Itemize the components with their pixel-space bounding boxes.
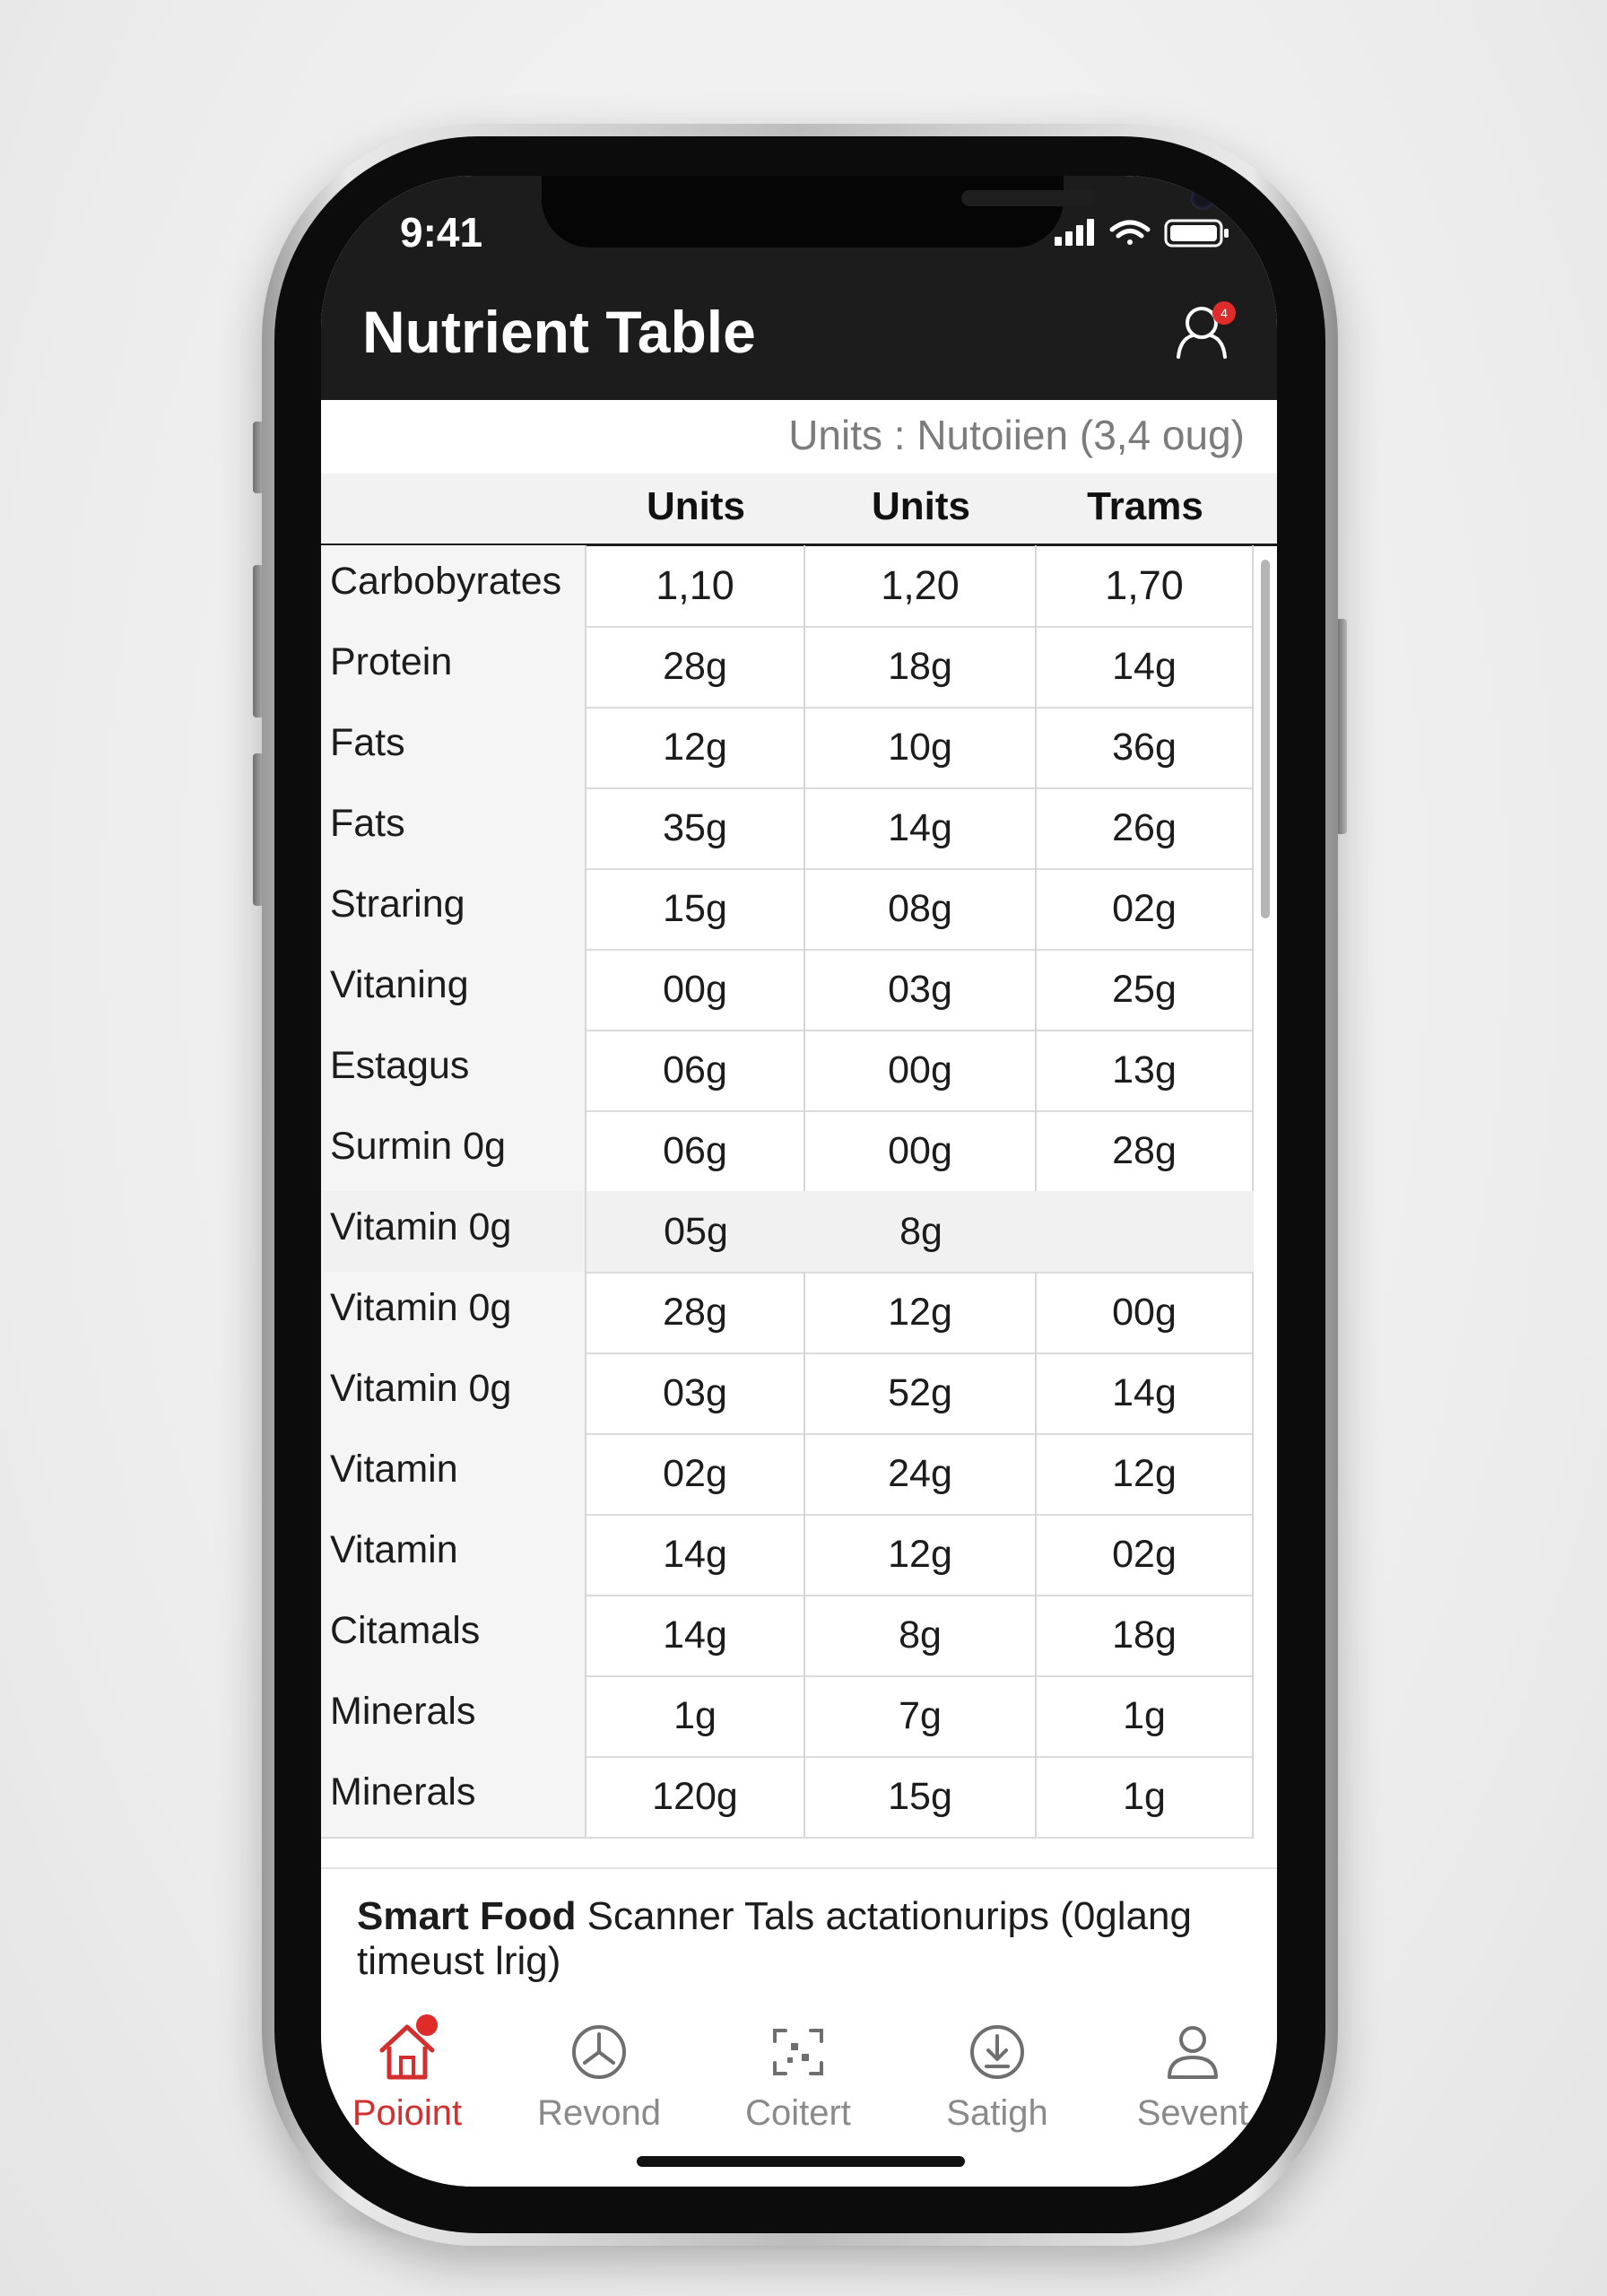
value-col-2: 18g <box>805 626 1037 707</box>
value-col-1: 02g <box>586 1433 805 1514</box>
scrollbar-thumb[interactable] <box>1261 560 1270 918</box>
notification-badge: 4 <box>1212 301 1236 325</box>
value-col-3: 12g <box>1037 1433 1254 1514</box>
table-row[interactable] <box>321 1433 1254 1516</box>
table-row[interactable] <box>321 1352 1254 1435</box>
table-row[interactable] <box>321 545 1254 628</box>
value-col-2: 12g <box>805 1514 1037 1595</box>
value-col-3 <box>1037 1191 1254 1272</box>
value-col-3: 02g <box>1037 1514 1254 1595</box>
value-col-1: 1,10 <box>586 545 805 626</box>
value-col-1: 05g <box>664 1210 728 1253</box>
table-row[interactable] <box>321 1595 1254 1677</box>
speaker-grille <box>961 190 1096 206</box>
scanner-note-text <box>357 1894 1245 1984</box>
app-header <box>321 176 1277 400</box>
scanner-note-title: Smart Food <box>357 1894 577 1938</box>
nutrient-name: Straring <box>321 868 586 949</box>
nutrient-name: Carbobyrates <box>321 545 586 626</box>
table-row[interactable] <box>321 707 1254 789</box>
value-col-3: 1,70 <box>1037 545 1254 626</box>
nutrient-name: Vitamin 0g <box>321 1191 586 1272</box>
value-col-2: 15g <box>805 1756 1037 1837</box>
table-row[interactable] <box>321 787 1254 870</box>
value-col-3: 25g <box>1037 949 1254 1030</box>
nutrient-name: Fats <box>321 787 586 868</box>
value-col-3: 28g <box>1037 1110 1254 1191</box>
status-icons <box>1055 213 1234 249</box>
nutrient-name: Vitaning <box>321 949 586 1030</box>
value-col-3: 00g <box>1037 1272 1254 1352</box>
value-col-1: 14g <box>586 1514 805 1595</box>
value-col-2: 7g <box>805 1675 1037 1756</box>
value-col-3: 36g <box>1037 707 1254 787</box>
value-col-2: 12g <box>805 1272 1037 1352</box>
camera-icon <box>1191 187 1214 210</box>
value-col-2: 03g <box>805 949 1037 1030</box>
value-col-1: 120g <box>586 1756 805 1837</box>
nutrient-name: Minerals <box>321 1675 586 1756</box>
nutrient-name: Estagus <box>321 1030 586 1110</box>
nutrient-name: Surmin 0g <box>321 1110 586 1191</box>
table-row[interactable] <box>321 1272 1254 1354</box>
value-col-2: 14g <box>805 787 1037 868</box>
table-row[interactable] <box>321 1514 1254 1596</box>
signal-icon <box>1055 219 1094 246</box>
value-col-1: 15g <box>586 868 805 949</box>
value-col-1: 06g <box>586 1110 805 1191</box>
value-col-2: 10g <box>805 707 1037 787</box>
home-indicator[interactable] <box>637 2156 965 2167</box>
nutrient-name: Minerals <box>321 1756 586 1837</box>
scanner-note <box>321 1867 1277 2005</box>
table-row-highlighted[interactable] <box>321 1191 1254 1274</box>
wifi-icon <box>1112 222 1148 245</box>
value-col-2: 52g <box>805 1352 1037 1433</box>
value-col-1: 35g <box>586 787 805 868</box>
value-col-3: 13g <box>1037 1030 1254 1110</box>
app-screen <box>321 176 1277 2187</box>
tab-label: Poioint <box>352 2093 463 2133</box>
tab-coitert[interactable] <box>708 2014 888 2134</box>
battery-icon <box>1166 221 1229 246</box>
value-col-1: 06g <box>586 1030 805 1110</box>
table-row[interactable] <box>321 626 1254 709</box>
value-col-2: 08g <box>805 868 1037 949</box>
user-icon <box>1155 2014 1230 2090</box>
compass-icon <box>561 2014 637 2090</box>
tab-notification-dot <box>416 2014 438 2036</box>
nutrient-name: Citamals <box>321 1595 586 1675</box>
table-row[interactable] <box>321 949 1254 1031</box>
page-title: Nutrient Table <box>362 299 756 365</box>
table-header <box>321 474 1277 546</box>
value-col-3: 02g <box>1037 868 1254 949</box>
value-col-2: 8g <box>899 1210 942 1253</box>
tab-label: Sevent <box>1136 2093 1249 2133</box>
column-header-3: Trams <box>1087 484 1203 528</box>
value-col-2: 24g <box>805 1433 1037 1514</box>
value-col-3: 14g <box>1037 626 1254 707</box>
value-col-3: 1g <box>1037 1675 1254 1756</box>
tab-label: Revond <box>537 2093 661 2133</box>
download-circle-icon <box>960 2014 1035 2090</box>
scan-icon <box>760 2014 836 2090</box>
column-header-2: Units <box>872 484 970 528</box>
table-row[interactable] <box>321 1756 1254 1839</box>
table-row[interactable] <box>321 1110 1254 1193</box>
notch <box>542 176 1064 248</box>
value-col-3: 1g <box>1037 1756 1254 1837</box>
table-row[interactable] <box>321 868 1254 951</box>
tab-poioint[interactable] <box>321 2014 497 2134</box>
tab-label: Satigh <box>946 2093 1048 2133</box>
tab-satigh[interactable] <box>908 2014 1087 2134</box>
value-col-2: 8g <box>805 1595 1037 1675</box>
units-caption: Units : Nutoiien (3,4 oug) <box>788 412 1245 458</box>
nutrient-name: Vitamin <box>321 1433 586 1514</box>
value-col-2: 00g <box>805 1110 1037 1191</box>
table-row[interactable] <box>321 1675 1254 1758</box>
nutrient-name: Vitamin 0g <box>321 1352 586 1433</box>
scanner-note-body: Scanner Tals actationurips (0glang timeust lrig) <box>357 1894 1192 1983</box>
value-col-2: 00g <box>805 1030 1037 1110</box>
nutrient-name: Protein <box>321 626 586 707</box>
table-row[interactable] <box>321 1030 1254 1112</box>
value-col-1: 14g <box>586 1595 805 1675</box>
value-col-3: 26g <box>1037 787 1254 868</box>
value-col-2: 1,20 <box>805 545 1037 626</box>
nutrient-name: Fats <box>321 707 586 787</box>
value-col-1: 28g <box>586 626 805 707</box>
bottom-tab-bar <box>321 2004 1277 2187</box>
value-col-1: 12g <box>586 707 805 787</box>
value-col-1: 03g <box>586 1352 805 1433</box>
status-time: 9:41 <box>400 209 483 256</box>
tab-revond[interactable] <box>509 2014 689 2134</box>
nutrient-name: Vitamin <box>321 1514 586 1595</box>
value-col-3: 18g <box>1037 1595 1254 1675</box>
value-col-1: 28g <box>586 1272 805 1352</box>
value-col-3: 14g <box>1037 1352 1254 1433</box>
tab-label: Coitert <box>745 2093 851 2133</box>
value-col-1: 1g <box>586 1675 805 1756</box>
nutrient-name: Vitamin 0g <box>321 1272 586 1352</box>
tab-sevent[interactable] <box>1103 2014 1277 2134</box>
value-col-1: 00g <box>586 949 805 1030</box>
column-header-1: Units <box>647 484 745 528</box>
